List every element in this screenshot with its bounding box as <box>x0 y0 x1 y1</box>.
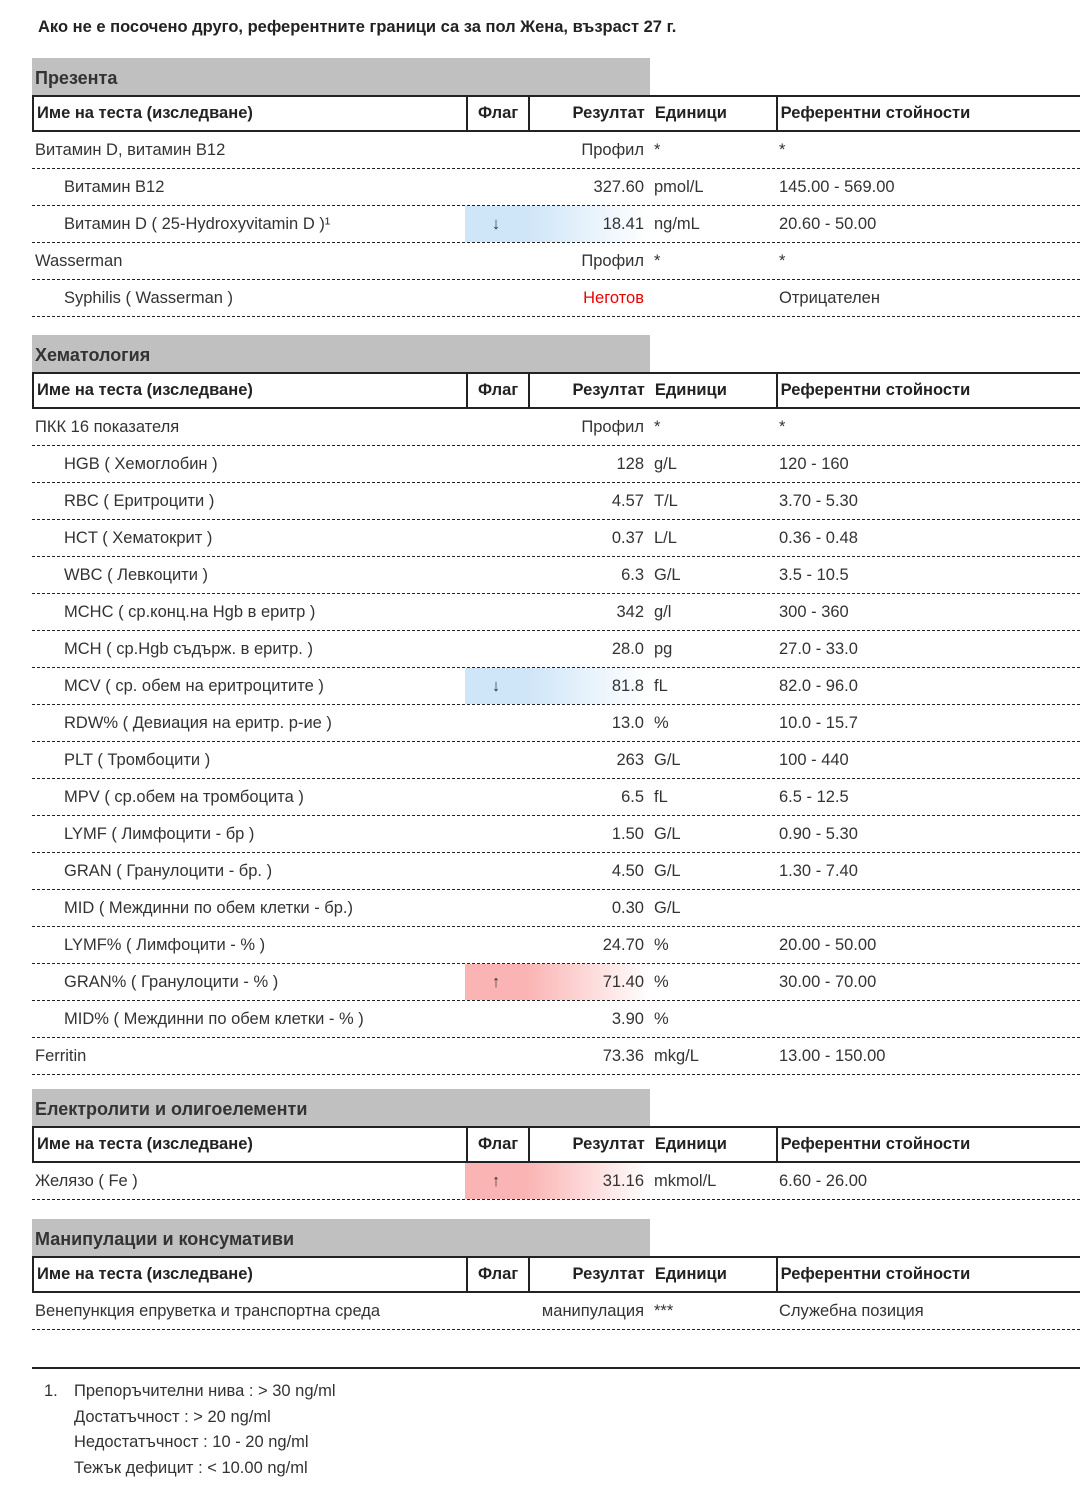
flag-cell <box>465 446 527 482</box>
table-row <box>32 409 1080 446</box>
header-result: Резултат <box>528 97 651 130</box>
units: % <box>654 972 669 991</box>
table-header <box>32 372 1080 409</box>
test-name: RDW% ( Девиация на еритр. р-ие ) <box>64 713 332 732</box>
units: G/L <box>654 565 681 584</box>
table-row <box>32 668 1080 705</box>
result-value: 327.60 <box>593 177 644 196</box>
test-name: MCHC ( ср.конц.на Hgb в еритр ) <box>64 602 316 621</box>
test-name: LYMF% ( Лимфоцити - % ) <box>64 935 266 954</box>
footnote-line: Достатъчност : > 20 ng/ml <box>74 1407 271 1426</box>
table-row <box>32 1163 1080 1200</box>
table-row <box>32 779 1080 816</box>
units: pmol/L <box>654 177 704 196</box>
test-name: WBC ( Левкоцити ) <box>64 565 209 584</box>
table-row <box>32 631 1080 668</box>
result-value: 13.0 <box>611 713 644 732</box>
units: * <box>654 251 661 270</box>
test-name: Желязо ( Fe ) <box>35 1171 138 1190</box>
units: % <box>654 935 669 954</box>
flag-cell <box>465 779 527 815</box>
reference-range: Служебна позиция <box>779 1301 924 1320</box>
header-ref: Референтни стойности <box>776 1258 1080 1291</box>
units: * <box>654 140 661 159</box>
header-flag: Флаг <box>466 374 528 407</box>
arrow-up-icon: ↑ <box>465 1163 527 1199</box>
table-row <box>32 594 1080 631</box>
reference-range: 3.70 - 5.30 <box>779 491 858 510</box>
reference-range: 10.0 - 15.7 <box>779 713 858 732</box>
result-value: 0.37 <box>611 528 644 547</box>
units: * <box>654 417 661 436</box>
result-value: 71.40 <box>527 964 650 1000</box>
result-value: 73.36 <box>602 1046 644 1065</box>
units: % <box>654 713 669 732</box>
flag-cell <box>465 890 527 926</box>
flag-cell <box>465 705 527 741</box>
test-name: PLT ( Тромбоцити ) <box>64 750 211 769</box>
table-row <box>32 206 1080 243</box>
result-value: манипулация <box>541 1301 644 1320</box>
footnotes <box>32 1367 1080 1477</box>
reference-range: 6.60 - 26.00 <box>779 1171 868 1190</box>
units: % <box>654 1009 669 1028</box>
table-row <box>32 1001 1080 1038</box>
reference-range: 82.0 - 96.0 <box>779 676 858 695</box>
flag-cell <box>465 243 527 279</box>
header-units: Единици <box>654 1135 727 1153</box>
header-name: Име на теста (изследване) <box>37 1265 253 1283</box>
footnote-line: Недостатъчност : 10 - 20 ng/ml <box>74 1433 309 1451</box>
header-units: Единици <box>654 104 727 122</box>
table-row <box>32 446 1080 483</box>
table-row <box>32 705 1080 742</box>
header-units: Единици <box>654 381 727 399</box>
units: ng/mL <box>654 214 700 233</box>
reference-range: * <box>779 251 786 270</box>
reference-range <box>775 890 1080 926</box>
reference-range: 20.60 - 50.00 <box>779 214 877 233</box>
flag-cell <box>465 409 527 445</box>
reference-range: 300 - 360 <box>779 602 849 621</box>
reference-range <box>775 1001 1080 1037</box>
reference-range: Отрицателен <box>779 288 880 307</box>
test-name: MCH ( ср.Hgb съдърж. в еритр. ) <box>64 639 313 658</box>
header-result: Резултат <box>528 1258 651 1291</box>
units: g/l <box>654 602 672 621</box>
reference-range: 13.00 - 150.00 <box>779 1046 886 1065</box>
units: L/L <box>654 528 677 547</box>
reference-note: Ако не е посочено друго, референтните граници са за пол Жена, възраст 27 г. <box>38 18 677 36</box>
test-name: GRAN ( Гранулоцити - бр. ) <box>64 861 273 880</box>
table-row <box>32 853 1080 890</box>
header-flag: Флаг <box>466 1258 528 1291</box>
units: G/L <box>654 861 681 880</box>
test-name: MID ( Междинни по обем клетки - бр.) <box>64 898 353 917</box>
header-ref: Референтни стойности <box>776 1128 1080 1161</box>
flag-cell <box>465 520 527 556</box>
table-header <box>32 1256 1080 1293</box>
flag-cell <box>465 169 527 205</box>
reference-range: 20.00 - 50.00 <box>779 935 877 954</box>
footnote-line: Препоръчителни нива : > 30 ng/ml <box>74 1382 336 1400</box>
flag-cell <box>465 280 527 316</box>
flag-cell <box>465 742 527 778</box>
test-name: Витамин B12 <box>64 177 165 196</box>
units: *** <box>654 1301 674 1320</box>
header-units: Единици <box>654 1265 727 1283</box>
header-ref: Референтни стойности <box>776 374 1080 407</box>
test-name: MCV ( ср. обем на еритроцитите ) <box>64 676 324 695</box>
table-row <box>32 964 1080 1001</box>
result-value: 263 <box>616 750 644 769</box>
result-value: 31.16 <box>527 1163 650 1199</box>
result-value: Профил <box>581 417 644 436</box>
units: G/L <box>654 898 681 917</box>
reference-range: 120 - 160 <box>779 454 849 473</box>
section-0 <box>32 58 1080 317</box>
units: g/L <box>654 454 677 473</box>
reference-range: 30.00 - 70.00 <box>779 972 877 991</box>
table-row <box>32 520 1080 557</box>
table-row <box>32 483 1080 520</box>
test-name: Syphilis ( Wasserman ) <box>64 288 234 307</box>
footnote-number: 1. <box>44 1382 58 1400</box>
section-1 <box>32 335 1080 1075</box>
header-result: Резултат <box>528 374 651 407</box>
result-value: 4.57 <box>611 491 644 510</box>
test-name: RBC ( Еритроцити ) <box>64 491 215 510</box>
units: G/L <box>654 824 681 843</box>
result-value: Профил <box>581 251 644 270</box>
reference-range: 0.36 - 0.48 <box>779 528 858 547</box>
arrow-up-icon: ↑ <box>465 964 527 1000</box>
section-3 <box>32 1219 1080 1330</box>
header-name: Име на теста (изследване) <box>37 381 253 399</box>
result-value: 4.50 <box>611 861 644 880</box>
table-row <box>32 1293 1080 1330</box>
header-result: Резултат <box>528 1128 651 1161</box>
reference-range: 100 - 440 <box>779 750 849 769</box>
test-name: Ferritin <box>35 1046 87 1065</box>
test-name: MID% ( Междинни по обем клетки - % ) <box>64 1009 364 1028</box>
header-name: Име на теста (изследване) <box>37 104 253 122</box>
units: fL <box>654 787 668 806</box>
result-value: 1.50 <box>611 824 644 843</box>
result-value: 0.30 <box>611 898 644 917</box>
result-value: 3.90 <box>611 1009 644 1028</box>
result-value: 128 <box>616 454 644 473</box>
result-value: Профил <box>581 140 644 159</box>
reference-range: 0.90 - 5.30 <box>779 824 858 843</box>
table-row <box>32 927 1080 964</box>
reference-range: * <box>779 417 786 436</box>
flag-cell <box>465 853 527 889</box>
test-name: GRAN% ( Гранулоцити - % ) <box>64 972 279 991</box>
units: T/L <box>654 491 678 510</box>
table-row <box>32 816 1080 853</box>
test-name: Венепункция епруветка и транспортна среда <box>35 1301 381 1320</box>
header-flag: Флаг <box>466 1128 528 1161</box>
table-row <box>32 1038 1080 1075</box>
table-row <box>32 557 1080 594</box>
footnote-line: Тежък дефицит : < 10.00 ng/ml <box>74 1458 308 1477</box>
test-name: ПКК 16 показателя <box>35 417 180 436</box>
units: pg <box>654 639 673 658</box>
units: G/L <box>654 750 681 769</box>
arrow-down-icon: ↓ <box>465 668 527 704</box>
test-name: MPV ( ср.обем на тромбоцита ) <box>64 787 304 806</box>
test-name: HCT ( Хематокрит ) <box>64 528 213 547</box>
header-name: Име на теста (изследване) <box>37 1135 253 1153</box>
section-title: Хематология <box>32 335 650 372</box>
header-flag: Флаг <box>466 97 528 130</box>
units: mkmol/L <box>654 1171 717 1190</box>
flag-cell <box>465 1293 527 1329</box>
flag-cell <box>465 1038 527 1074</box>
result-value: 24.70 <box>602 935 644 954</box>
table-row <box>32 742 1080 779</box>
table-row <box>32 890 1080 927</box>
result-value: Неготов <box>583 288 644 307</box>
table-row <box>32 243 1080 280</box>
reference-range: 6.5 - 12.5 <box>779 787 849 806</box>
table-header <box>32 95 1080 132</box>
table-row <box>32 169 1080 206</box>
flag-cell <box>465 483 527 519</box>
test-name: Витамин D, витамин B12 <box>35 140 226 159</box>
reference-range: 1.30 - 7.40 <box>779 861 858 880</box>
result-value: 6.3 <box>621 565 644 584</box>
result-value: 81.8 <box>527 668 650 704</box>
arrow-down-icon: ↓ <box>465 206 527 242</box>
flag-cell <box>465 594 527 630</box>
reference-range: 27.0 - 33.0 <box>779 639 858 658</box>
result-value: 28.0 <box>611 639 644 658</box>
reference-range: 145.00 - 569.00 <box>779 177 895 196</box>
section-title: Манипулации и консумативи <box>32 1219 650 1256</box>
section-title: Електролити и олигоелементи <box>32 1089 650 1126</box>
flag-cell <box>465 927 527 963</box>
table-row <box>32 280 1080 317</box>
flag-cell <box>465 631 527 667</box>
test-name: LYMF ( Лимфоцити - бр ) <box>64 824 255 843</box>
result-value: 6.5 <box>621 787 644 806</box>
flag-cell <box>465 557 527 593</box>
result-value: 18.41 <box>527 206 650 242</box>
flag-cell <box>465 132 527 168</box>
table-header <box>32 1126 1080 1163</box>
units: mkg/L <box>654 1046 699 1065</box>
section-2 <box>32 1089 1080 1200</box>
reference-range: 3.5 - 10.5 <box>779 565 849 584</box>
header-ref: Референтни стойности <box>776 97 1080 130</box>
table-row <box>32 132 1080 169</box>
units <box>650 280 775 316</box>
result-value: 342 <box>616 602 644 621</box>
flag-cell <box>465 1001 527 1037</box>
test-name: Wasserman <box>35 251 123 270</box>
units: fL <box>654 676 668 695</box>
section-title: Презента <box>32 58 650 95</box>
flag-cell <box>465 816 527 852</box>
reference-range: * <box>779 140 786 159</box>
test-name: HGB ( Хемоглобин ) <box>64 454 218 473</box>
test-name: Витамин D ( 25-Hydroxyvitamin D )¹ <box>64 214 331 233</box>
